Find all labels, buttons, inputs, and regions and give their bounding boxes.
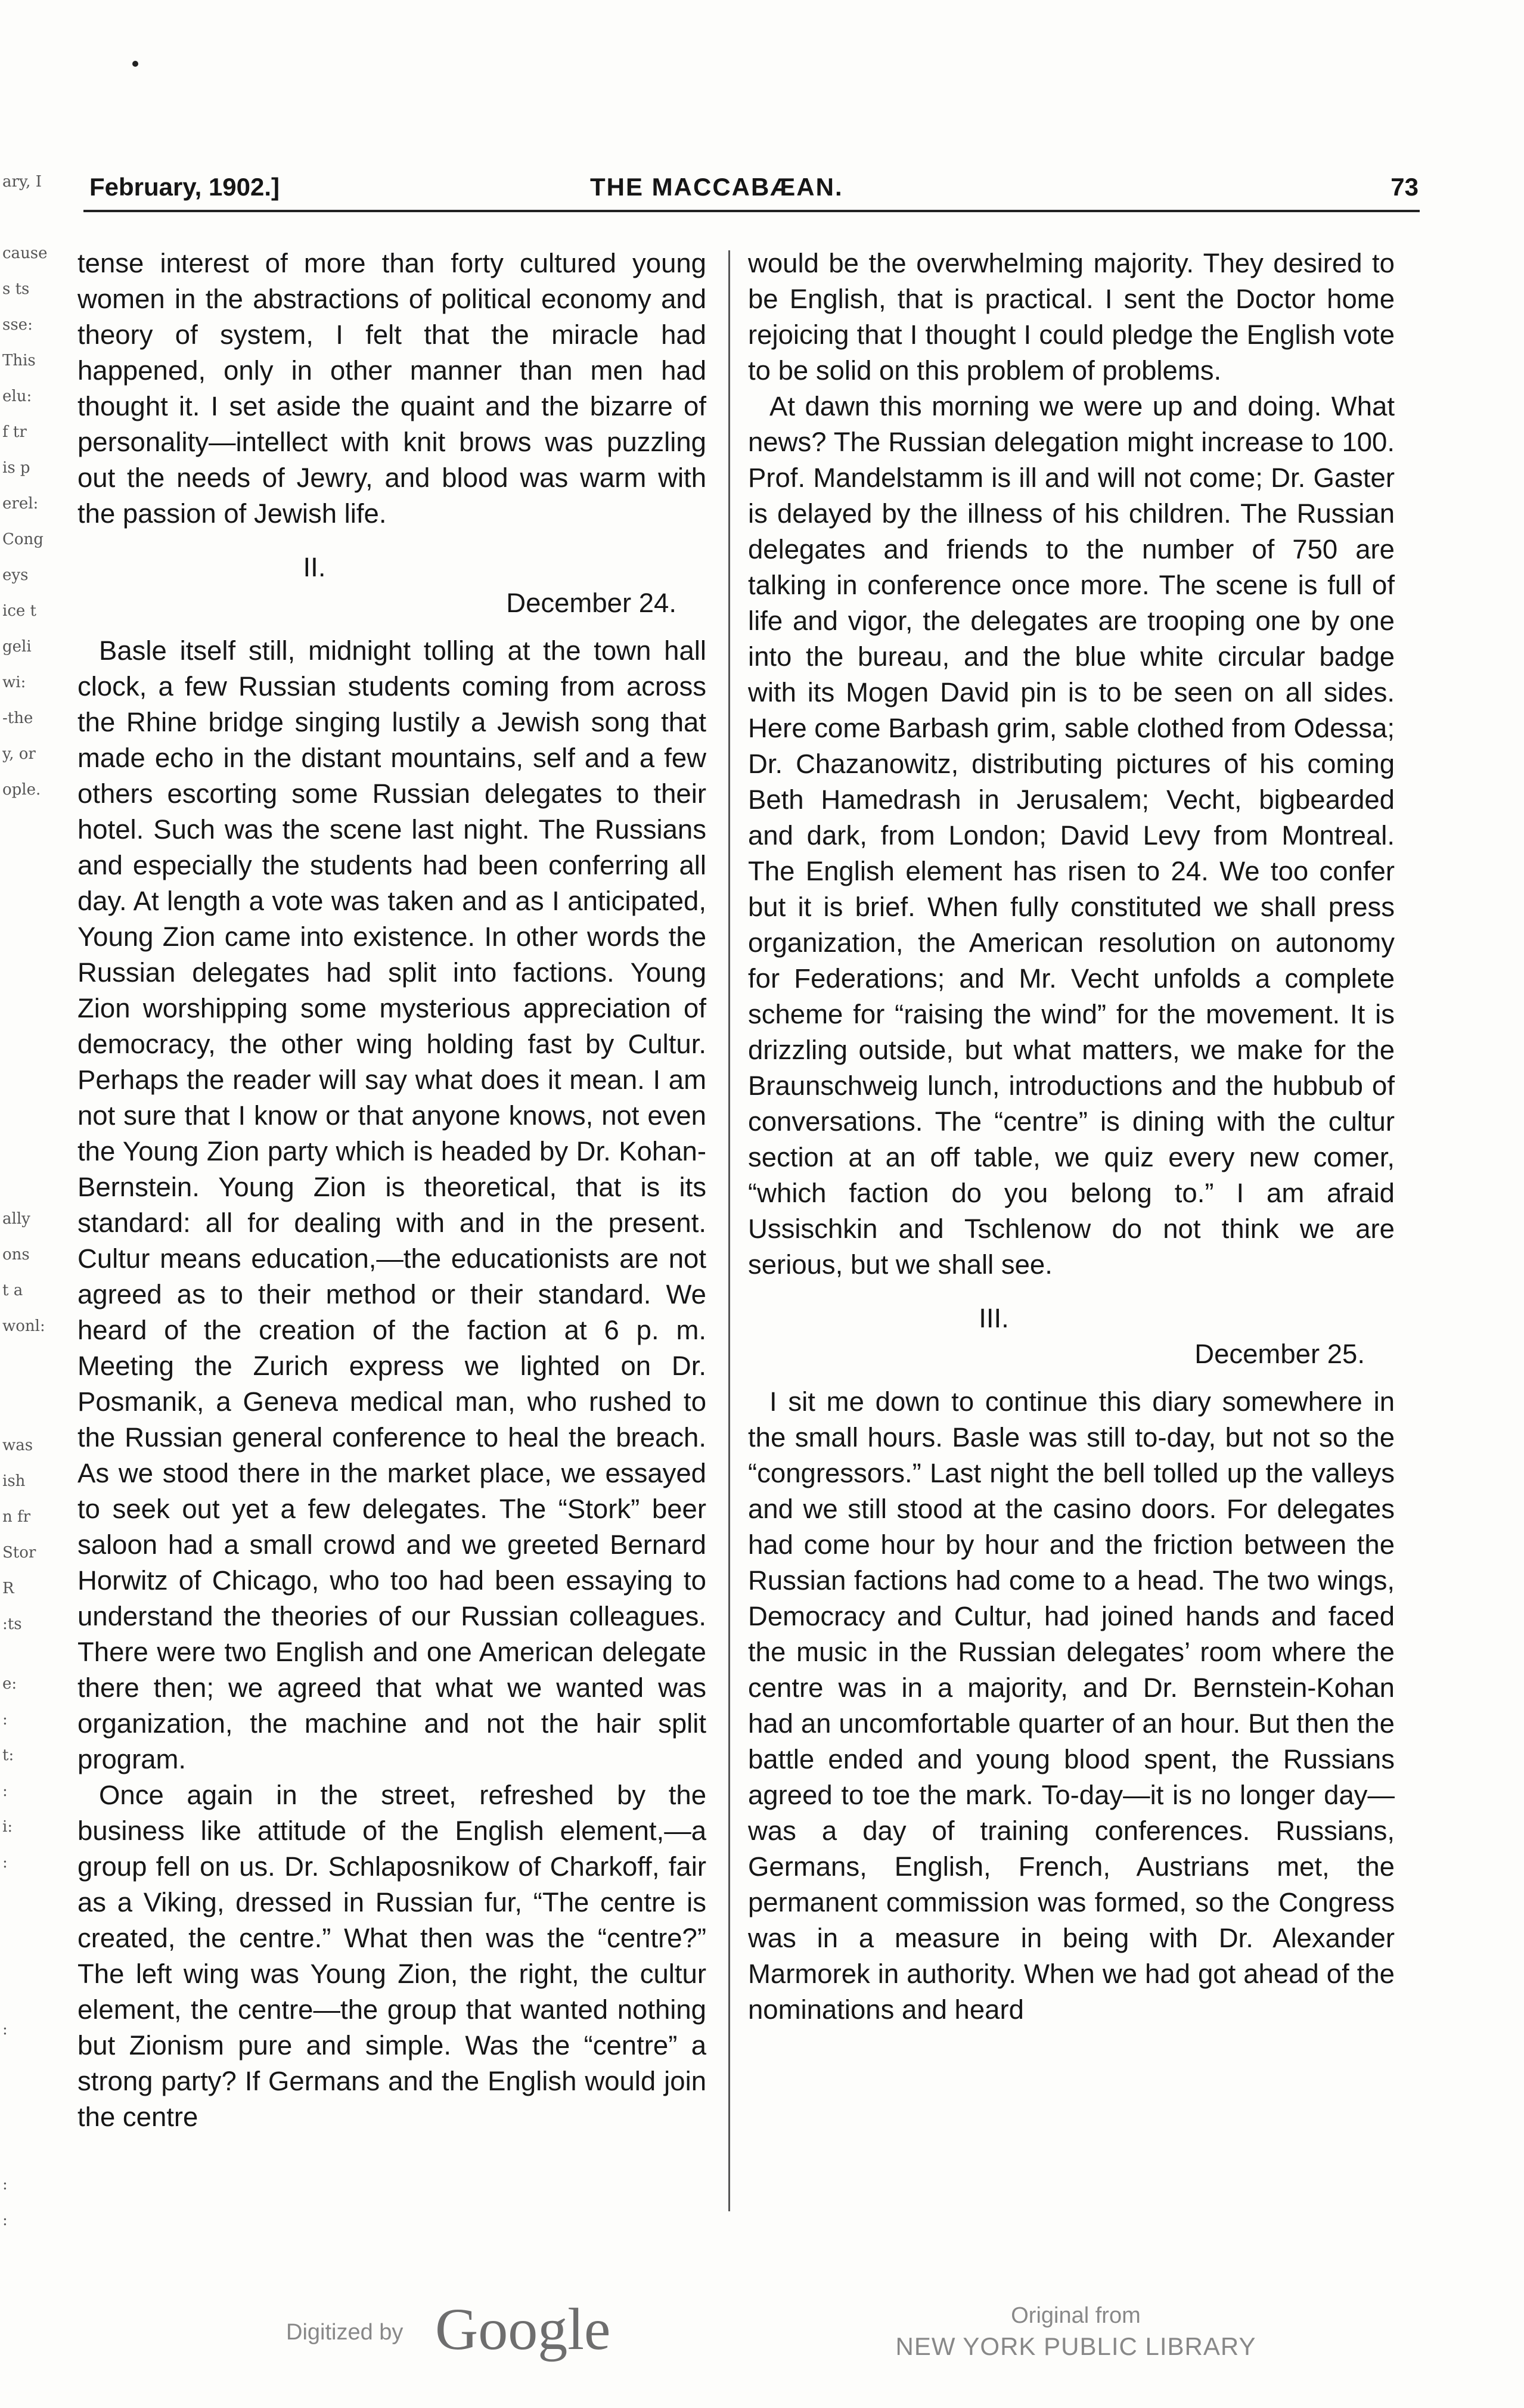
left-column [77,246,706,2212]
column-divider [728,250,730,2211]
digitized-by-label: Digitized by [286,2320,403,2345]
section-numeral: II. [303,552,326,582]
header-date: February, 1902.] [89,173,280,201]
digitized-by-watermark [286,2295,644,2366]
journal-title: THE MACCABÆAN. [590,173,843,201]
source-library-watermark [882,2301,1270,2372]
section-date: December 24. [506,588,676,618]
original-from-label: Original from [1011,2303,1141,2328]
paragraph: I sit me down to continue this diary somewhere in the small hours. Basle was still to-day, but not so the “congressors.” Last night the bell tolled up the valleys and we still stood at the casino doors. For delegates had come hour by hour and the friction between the Russian factions had come to a head. The two wings, Democracy and Cultur, had joined hands and faced the music in the Russian delegates’ room where the centre was in a majority, and Dr. Bernstein-Kohan had an uncomfortable quarter of an hour. But then the battle ended and young blood spent, the Russians agreed to toe the mark. To-day—it is no longer day—was a day of training conferences. Russians, Germans, English, French, Austrians met, the permanent commission was formed, so the Congress was in a measure in being with Dr. Alexander Marmorek in authority. When we had got ahead of the nominations and heard [748,1386,1395,2025]
adjacent-page-gutter: ary, I cause s ts sse: This elu: f tr is p erel: Cong eys ice t geli wi: -the y, or ople. ally ons t a wonl: was ish n fr Stor R :ts e: : t: : i: : : : : [2,173,48,2229]
header-rule [83,210,1420,212]
running-header [89,173,1419,209]
google-logo: Google [435,2296,611,2362]
right-column [748,246,1395,2212]
paragraph: Basle itself still, midnight tolling at the town hall clock, a few Russian students coming from across the Rhine bridge singing lustily a Jewish song that made echo in the distant mountains, self and a few others escorting some Russian delegates to their hotel. Such was the scene last night. The Russians and especially the students had been conferring all day. At length a vote was taken and as I anticipated, Young Zion came into existence. In other words the Russian delegates had split into factions. Young Zion worshipping some mysterious appreciation of democracy, the other wing holding fast by Cultur. Perhaps the reader will say what does it mean. I am not sure that I know or that anyone knows, not even the Young Zion party which is headed by Dr. Kohan-Bernstein. Young Zion is theoretical, that is its standard: all for dealing with and in the present. Cultur means education,—the educationists are not agreed as to their method or their standard. We heard of the creation of the faction at 6 p. m. Meeting the Zurich express we lighted on Dr. Posmanik, a Geneva medical man, who rushed to the Russian general conference to heal the breach. As we stood there in the market place, we essayed to seek out yet a few delegates. The “Stork” beer saloon had a small crowd and we greeted Bernard Horwitz of Chicago, who too had been essaying to understand the theories of our Russian colleagues. There were two English and one American delegate there then; we agreed that what we wanted was organization, the machine and not the hair split program. [77,635,706,1774]
section-date: December 25. [1194,1339,1365,1369]
paragraph: tense interest of more than forty cultured young women in the abstractions of political economy and theory of system, I felt that the miracle had happened, only in other manner than men had thought it. I set aside the quaint and the bizarre of personality—intellect with knit brows was puzzling out the needs of Jewry, and blood was warm with the passion of Jewish life. [77,248,706,529]
library-name: NEW YORK PUBLIC LIBRARY [895,2332,1256,2360]
ink-speck [132,61,138,67]
paragraph: At dawn this morning we were up and doing. What news? The Russian delegation might increase to 100. Prof. Mandelstamm is ill and will not come; Dr. Gaster is delayed by the illness of his children. The Russian delegates and friends to the number of 750 are talking in conference once more. The scene is full of life and vigor, the delegates are trooping one by one into the bureau, and the blue white circular badge with its Mogen David pin is to be seen on all sides. Here come Barbash grim, sable clothed from Odessa; Dr. Chazanowitz, distributing pictures of his coming Beth Hamedrash in Jerusalem; Vecht, bigbearded and dark, from London; David Levy from Montreal. The English element has risen to 24. We too confer but it is brief. When fully constituted we shall press organization, the American resolution on autonomy for Federations; and Mr. Vecht unfolds a complete scheme for “raising the wind” for the movement. It is drizzling outside, but what matters, we make for the Braunschweig lunch, introductions and the hubbub of conversations. The “centre” is dining with the cultur section at an off table, we quiz every new comer, “which faction do you belong to.” I am afraid Ussischkin and Tschlenow do not think we are serious, but we shall see. [748,391,1395,1280]
paragraph: would be the overwhelming majority. They desired to be English, that is practical. I sent the Doctor home rejoicing that I thought I could pledge the English vote to be solid on this problem of problems. [748,248,1395,386]
page-number: 73 [1390,173,1419,201]
paragraph: Once again in the street, refreshed by the business like attitude of the English element,—a group fell on us. Dr. Schlaposnikow of Charkoff, fair as a Viking, dressed in Russian fur, “The centre is created, the centre.” What then was the “centre?” The left wing was Young Zion, the right, the cultur element, the centre—the group that wanted nothing but Zionism pure and simple. Was the “centre” a strong party? If Germans and the English would join the centre [77,1780,706,2132]
section-numeral: III. [979,1303,1009,1333]
